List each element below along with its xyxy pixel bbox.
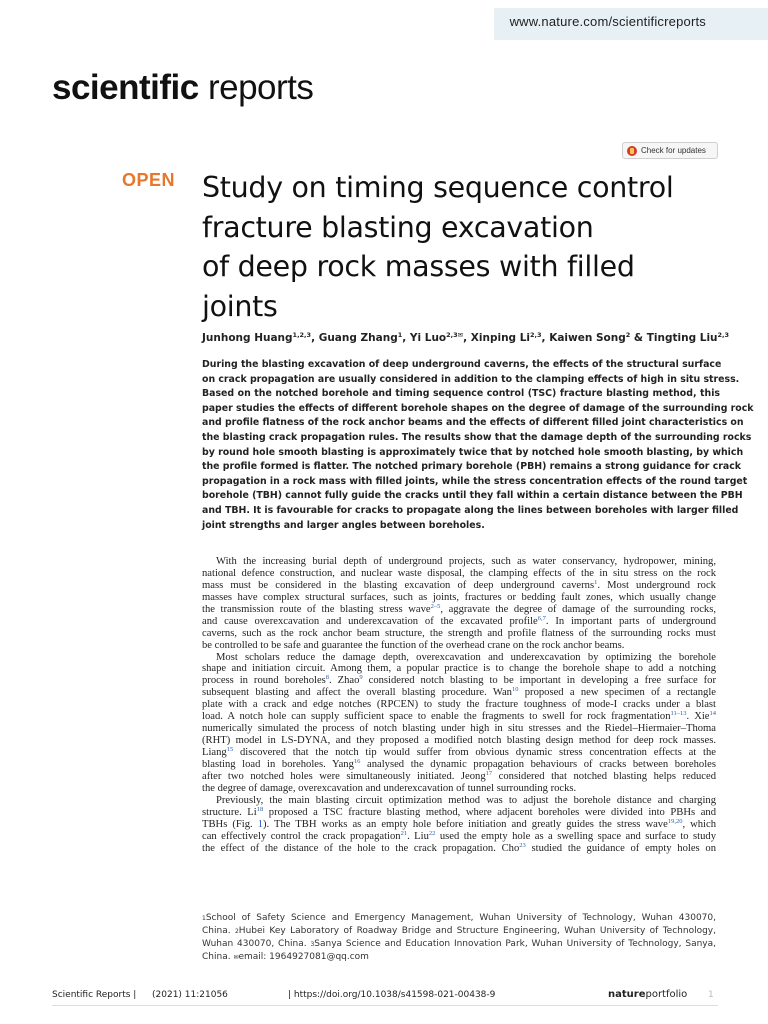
citation-ref[interactable]: 22: [428, 830, 436, 837]
text-run: Hubei Key Laboratory of Roadway Bridge and Structure Engineering, Wuhan University of Technology,: [238, 926, 716, 936]
text-run: China.: [202, 952, 234, 962]
body-line: [202, 556, 716, 568]
abstract-line: Based on the notched borehole and timing sequence control (TSC) fracture blasting method, this: [202, 388, 720, 400]
abstract-line: and profile flatness of the rock anchor beams and the effects of different filled joint characteristics on: [202, 417, 744, 429]
author-affiliation: 1: [397, 331, 403, 339]
text-run: considered notch blasting to be important in developing a free surface for: [362, 675, 716, 687]
author-affiliation: 2,3: [717, 331, 730, 339]
author-name[interactable]: Xinping Li: [470, 332, 531, 344]
text-run: TBHs (Fig.: [202, 818, 258, 830]
text-run: ). The TBH works as an empty hole before initiation and greatly guides the stress wave: [262, 818, 668, 830]
body-line: [202, 663, 716, 675]
body-line: [202, 771, 716, 783]
text-run: . Most underground rock: [597, 579, 716, 591]
page-number: 1: [708, 990, 714, 1000]
text-run: caverns, such as the rock anchor beam structure, the strength and profile flatness of the surrounding rocks must: [202, 627, 716, 639]
body-line: [202, 568, 716, 580]
text-run: used the empty hole as a swelling space and surface to study: [435, 830, 716, 842]
author-affiliation: 1,2,3: [292, 331, 312, 339]
citation-ref[interactable]: 21: [400, 830, 408, 837]
text-run: numerically simulated the process of notch blasting under high in situ stresses and the Riedel–Hiermaier–Thoma: [202, 723, 716, 735]
text-run: can effectively control the crack propagation: [202, 830, 401, 842]
body-line: [202, 735, 716, 747]
body-line: [202, 687, 716, 699]
text-run: China.: [202, 926, 235, 936]
body-line: [202, 783, 716, 795]
publisher-light: portfolio: [645, 989, 688, 1000]
abstract-line: propagation in a rock mass with filled joints, while the stress concentration effects of the round target: [202, 475, 748, 487]
body-line: [202, 699, 716, 711]
body-line: [202, 759, 716, 771]
footnote-line: [202, 938, 716, 951]
text-run: . In important parts of underground: [545, 615, 716, 627]
citation-ref[interactable]: 1: [202, 915, 206, 922]
journal-url-link[interactable]: www.nature.com/scientificreports: [509, 14, 706, 29]
text-run: proposed a new specimen of a rectangle: [518, 687, 716, 699]
citation-ref[interactable]: 14: [709, 711, 716, 718]
text-run: School of Safety Science and Emergency Management, Wuhan University of Technology, Wuhan 430070,: [205, 913, 716, 923]
article-body: [202, 556, 716, 854]
body-line: [202, 723, 716, 735]
publisher-logo: [608, 989, 687, 1000]
abstract-line: paper studies the effects of different borehole shapes on the degree of damage of the surrounding rock: [202, 402, 754, 414]
footnote-line: [202, 925, 716, 938]
text-run: shape and initiation circuit. Among them, a popular practice is to change the borehole shape to add a notching: [202, 663, 716, 675]
author-separator: &: [630, 332, 647, 344]
text-run: process in round boreholes: [202, 675, 326, 687]
text-run: blasting load in boreholes. Yang: [202, 758, 354, 770]
citation-ref[interactable]: 2: [234, 928, 239, 935]
citation-ref[interactable]: 16: [353, 758, 361, 765]
text-run: subsequent blasting and affect the overall blasting procedure. Wan: [202, 687, 512, 699]
text-run: mass must be considered in the blasting excavation of deep underground caverns: [202, 579, 595, 591]
footer-doi-link[interactable]: | https://doi.org/10.1038/s41598-021-00438-9: [288, 990, 496, 1000]
publisher-bold: nature: [608, 989, 646, 1000]
open-access-label: OPEN: [122, 170, 176, 190]
body-line: [202, 795, 716, 807]
text-run: . Zhao: [329, 675, 360, 687]
author-separator: ,: [541, 332, 550, 344]
author-name[interactable]: Junhong Huang: [202, 332, 293, 344]
text-run: . Liu: [407, 830, 429, 842]
body-line: [202, 711, 716, 723]
author-separator: ,: [311, 332, 319, 344]
body-line: [202, 616, 716, 628]
text-run: , which: [682, 818, 716, 830]
author-name[interactable]: Kaiwen Song: [549, 332, 626, 344]
footer-volume: (2021) 11:21056: [152, 990, 228, 1000]
abstract-line: the profile formed is flatter. The notched primary borehole (PBH) remains a strong guidance for crack: [202, 461, 741, 473]
citation-ref[interactable]: 8: [325, 675, 330, 682]
text-run: Sanya Science and Education Innovation Park, Wuhan University of Technology, Sanya,: [314, 939, 716, 949]
body-line: [202, 640, 716, 652]
text-run: the transmission route of the blasting stress wave: [202, 603, 431, 615]
citation-ref[interactable]: 2–5: [430, 603, 441, 610]
body-line: [202, 592, 716, 604]
text-run: after two notched holes were simultaneously initiated. Jeong: [202, 770, 486, 782]
abstract-line: During the blasting excavation of deep underground caverns, the effects of the structural surface: [202, 359, 722, 370]
text-run: proposed a TSC fracture blasting method, where adjacent boreholes were divided into PBHs and: [263, 806, 716, 818]
author-name[interactable]: Tingting Liu: [646, 332, 718, 344]
text-run: Previously, the main blasting circuit optimization method was to adjust the borehole distance and charging: [216, 794, 716, 806]
footnote-line: [202, 951, 716, 964]
author-name[interactable]: Yi Luo: [409, 332, 447, 344]
text-run: Liang: [202, 747, 227, 758]
citation-ref[interactable]: 1: [594, 579, 598, 586]
figure-ref-link[interactable]: 1: [257, 818, 263, 830]
abstract-line: joint strengths and larger angles between boreholes.: [202, 519, 485, 531]
text-run: national defence construction, and nuclear waste disposal, the clamping effects of the in situ stress on the rock: [202, 567, 716, 579]
body-line: [202, 819, 716, 831]
citation-ref[interactable]: 17: [485, 770, 493, 777]
citation-ref[interactable]: 18: [256, 806, 264, 813]
text-run: (RHT) model in LS-DYNA, and they proposed a modified notch blasting design method for deep rock masses.: [202, 735, 716, 747]
text-run: structure. Li: [202, 806, 257, 818]
title-line: joints: [202, 289, 278, 323]
author-separator: ,: [463, 332, 471, 344]
text-run: discovered that the notch tip would suffer from obvious dynamic stress concentration effects at the: [233, 747, 716, 758]
author-separator: ,: [402, 332, 410, 344]
author-affiliation: 2,3✉: [446, 331, 464, 339]
abstract-line: on crack propagation are usually considered in addition to the clamping effects of high in situ stress.: [202, 373, 740, 385]
text-run: the degree of damage, overexcavation and underexcavation of tunnel surrounding rocks.: [202, 782, 577, 794]
footer-divider: [52, 1005, 718, 1006]
author-name[interactable]: Guang Zhang: [318, 332, 398, 344]
body-line: [202, 628, 716, 640]
text-run: analysed the dynamic propagation behaviours of cracks between boreholes: [360, 758, 716, 770]
citation-ref[interactable]: 15: [226, 747, 234, 753]
citation-ref[interactable]: 10: [511, 687, 519, 694]
body-line: [202, 652, 716, 664]
abstract-line: the blasting crack propagation rules. The results show that the damage depth of the surrounding rocks: [202, 431, 752, 443]
check-for-updates-label: Check for updates: [641, 146, 706, 155]
text-run: the effect of the distance of the hole to the crack propagation. Cho: [202, 842, 520, 854]
footnote-line: [202, 912, 716, 925]
body-line: [202, 675, 716, 687]
citation-ref[interactable]: 11–13: [670, 711, 687, 718]
abstract: [202, 358, 754, 533]
text-run: considered that notched blasting helps reduced: [492, 770, 716, 782]
body-line: [202, 604, 716, 616]
citation-ref[interactable]: 9: [359, 675, 363, 682]
abstract-line: and TBH. It is favourable for cracks to propagate along the lines between boreholes with larger filled: [202, 504, 739, 516]
abstract-line: borehole (TBH) cannot fully guide the cracks until they fall within a certain distance between the PBH: [202, 490, 743, 502]
check-for-updates-button[interactable]: [622, 142, 718, 159]
brand-bold: scientific: [52, 68, 199, 107]
author-list: [202, 332, 742, 344]
affiliations-footnote: [202, 912, 716, 964]
article-title: [202, 168, 722, 326]
title-line: of deep rock masses with filled: [202, 250, 635, 283]
text-run: Most scholars reduce the damage depth, overexcavation and underexcavation by optimizing the borehole: [216, 651, 716, 663]
text-run: and cause overexcavation and underexcavation of the excavated profile: [202, 615, 538, 627]
author-affiliation: 2,3: [530, 331, 542, 339]
title-line: Study on timing sequence control: [202, 171, 674, 204]
citation-ref[interactable]: 6,7: [537, 615, 546, 622]
body-line: [202, 747, 716, 759]
citation-ref[interactable]: 23: [519, 842, 526, 849]
crossmark-icon: [627, 146, 637, 156]
body-line: [202, 580, 716, 592]
abstract-line: by round hole smooth blasting is approximately twice that by notched hole smooth blasting, by which: [202, 446, 744, 458]
body-line: [202, 831, 716, 843]
text-run: load. A notch hole can supply sufficient space to enable the fragments to swell for rock fragmentation: [202, 711, 671, 723]
text-run: With the increasing burial depth of underground projects, such as water conservancy, hydropower, mining,: [216, 556, 716, 567]
author-affiliation: 2: [625, 331, 631, 339]
citation-ref[interactable]: 3: [310, 941, 315, 948]
brand-light: reports: [207, 68, 314, 107]
body-line: [202, 807, 716, 819]
text-run: plate with a crack and edge notches (RPCEN) to study the fracture toughness of mode-I cracks under a blast: [202, 699, 716, 711]
text-run: Wuhan 430070, China.: [202, 939, 311, 949]
text-run: . Xie: [686, 711, 710, 723]
title-line: fracture blasting excavation: [202, 210, 594, 244]
text-run: email: 1964927081@qq.com: [238, 952, 369, 962]
journal-logo[interactable]: [52, 66, 313, 110]
footer-journal: Scientific Reports |: [52, 990, 137, 1000]
body-line: [202, 843, 716, 855]
text-run: , aggravate the degree of damage of the surrounding rocks,: [440, 603, 716, 615]
citation-ref[interactable]: 19,20: [667, 818, 683, 825]
text-run: be controlled to be safe and guarantee the function of the overhead crane on the rock anchor beams.: [202, 639, 625, 651]
citation-ref[interactable]: ✉: [233, 954, 239, 961]
text-run: studied the guidance of empty holes on: [525, 842, 716, 854]
text-run: masses have complex structural surfaces, such as joints, fractures or bedding fault zones, which usually change: [202, 591, 716, 603]
